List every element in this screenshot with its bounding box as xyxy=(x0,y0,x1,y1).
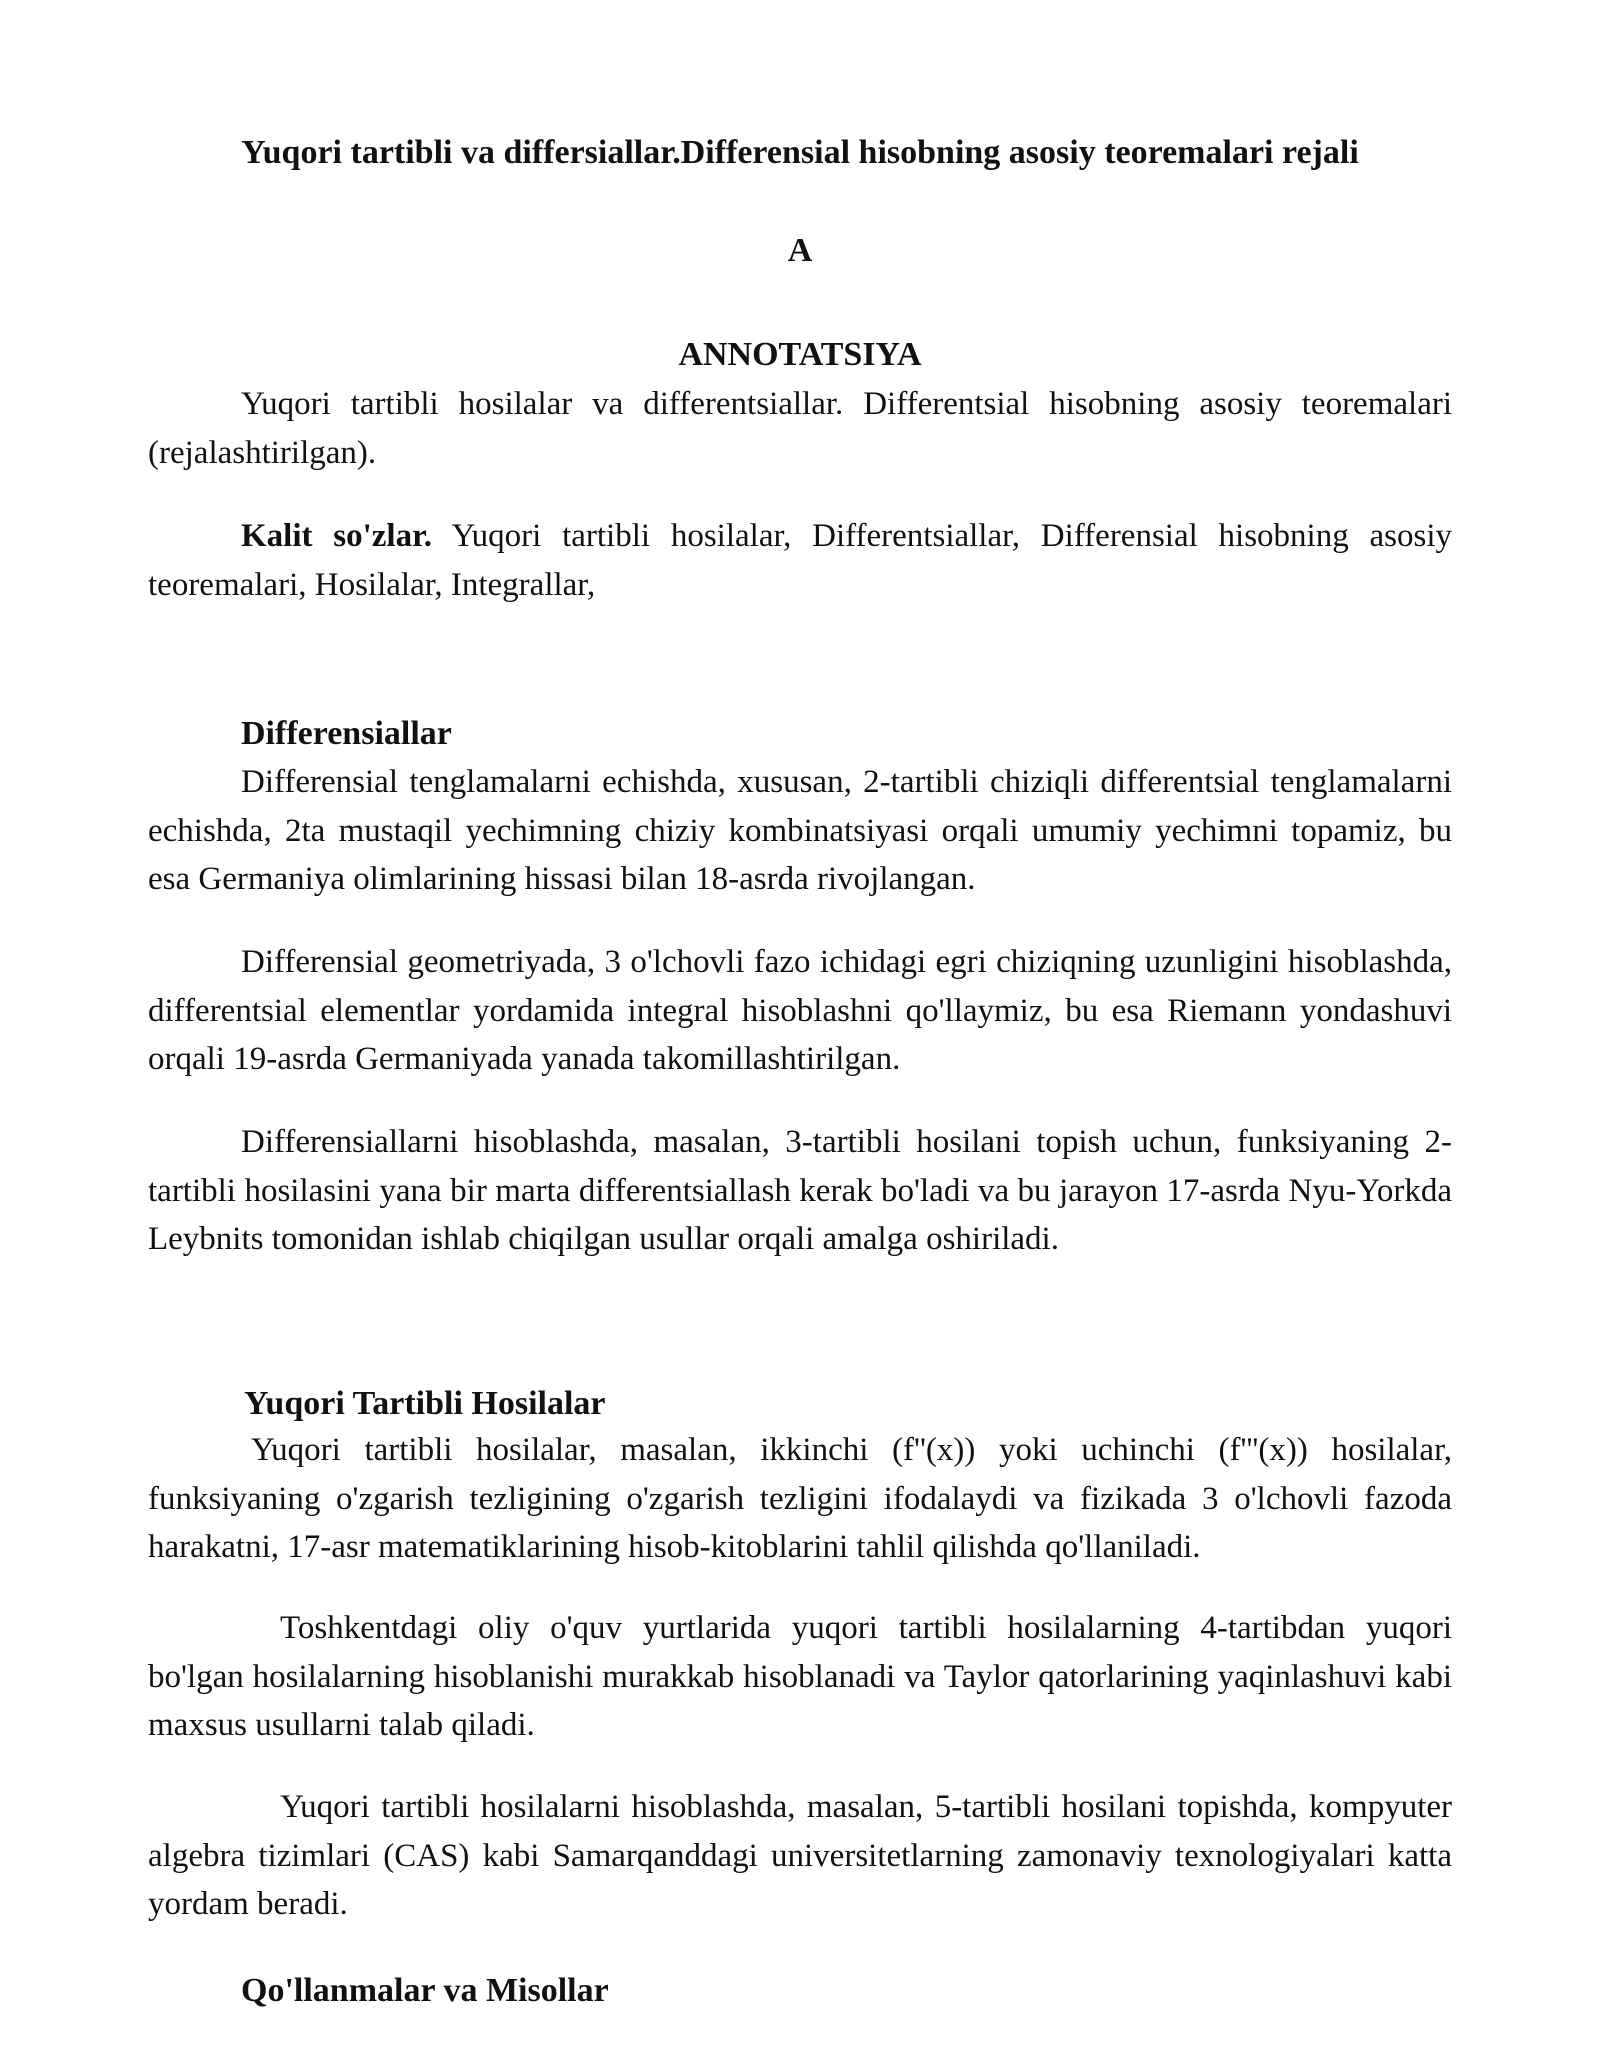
differensiallar-paragraph-1: Differensial tenglamalarni echishda, xususan, 2-tartibli chiziqli differentsial tenglamalarni echishda, 2ta mustaqil yechimning chiziy kombinatsiyasi orqali umumiy yechimni topamiz, bu esa Germaniya olimlarining hissasi bilan 18-asrda rivojlangan. xyxy=(148,764,1452,897)
heading-yuqori-tartibli-hosilalar: Yuqori Tartibli Hosilalar xyxy=(244,1385,606,1422)
keywords-text: Yuqori tartibli hosilalar, Differentsiallar, Differensial hisobning asosiy teoremalari, Hosilalar, Integrallar, xyxy=(148,518,1452,603)
keywords-paragraph xyxy=(148,512,1452,609)
differensiallar-paragraph-3: Differensiallarni hisoblashda, masalan, 3-tartibli hosilani topish uchun, funksiyaning 2-tartibli hosilasini yana bir marta differentsiallash kerak bo'ladi va bu jarayon 17-asrda Nyu-Yorkda Leybnits tomonidan ishlab chiqilgan usullar orqali amalga oshiriladi. xyxy=(148,1124,1452,1257)
heading-qollanmalar-va-misollar: Qo'llanmalar va Misollar xyxy=(241,1972,609,2009)
annotation-text: Yuqori tartibli hosilalar va differentsiallar. Differentsial hisobning asosiy teoremalari (rejalashtirilgan). xyxy=(148,386,1452,471)
heading-differensiallar: Differensiallar xyxy=(241,715,452,752)
document-title: Yuqori tartibli va differsiallar.Differensial hisobning asosiy teoremalari rejali xyxy=(241,134,1359,171)
hosilalar-paragraph-1: Yuqori tartibli hosilalar, masalan, ikkinchi (f''(x)) yoki uchinchi (f'''(x)) hosilalar, funksiyaning o'zgarish tezligining o'zgarish tezligini ifodalaydi va fizikada 3 o'lchovli fazoda harakatni, 17-asr matematiklarining hisob-kitoblarini tahlil qilishda qo'llaniladi. xyxy=(148,1432,1452,1565)
annotation-heading: ANNOTATSIYA xyxy=(678,336,922,373)
keywords-label: Kalit so'zlar. xyxy=(241,518,432,554)
document-page xyxy=(148,0,1452,2070)
hosilalar-paragraph-2: Toshkentdagi oliy o'quv yurtlarida yuqori tartibli hosilalarning 4-tartibdan yuqori bo'lgan hosilalarning hisoblanishi murakkab hisoblanadi va Taylor qatorlarining yaqinlashuvi kabi maxsus usullarni talab qiladi. xyxy=(148,1610,1452,1743)
hosilalar-paragraph-3: Yuqori tartibli hosilalarni hisoblashda, masalan, 5-tartibli hosilani topishda, kompyuter algebra tizimlari (CAS) kabi Samarqanddagi universitetlarning zamonaviy texnologiyalari katta yordam beradi. xyxy=(148,1789,1452,1922)
differensiallar-paragraph-2: Differensial geometriyada, 3 o'lchovli fazo ichidagi egri chiziqning uzunligini hisoblashda, differentsial elementlar yordamida integral hisoblashni qo'llaymiz, bu esa Riemann yondashuvi orqali 19-asrda Germaniyada yanada takomillashtirilgan. xyxy=(148,944,1452,1077)
section-letter: A xyxy=(787,232,813,269)
